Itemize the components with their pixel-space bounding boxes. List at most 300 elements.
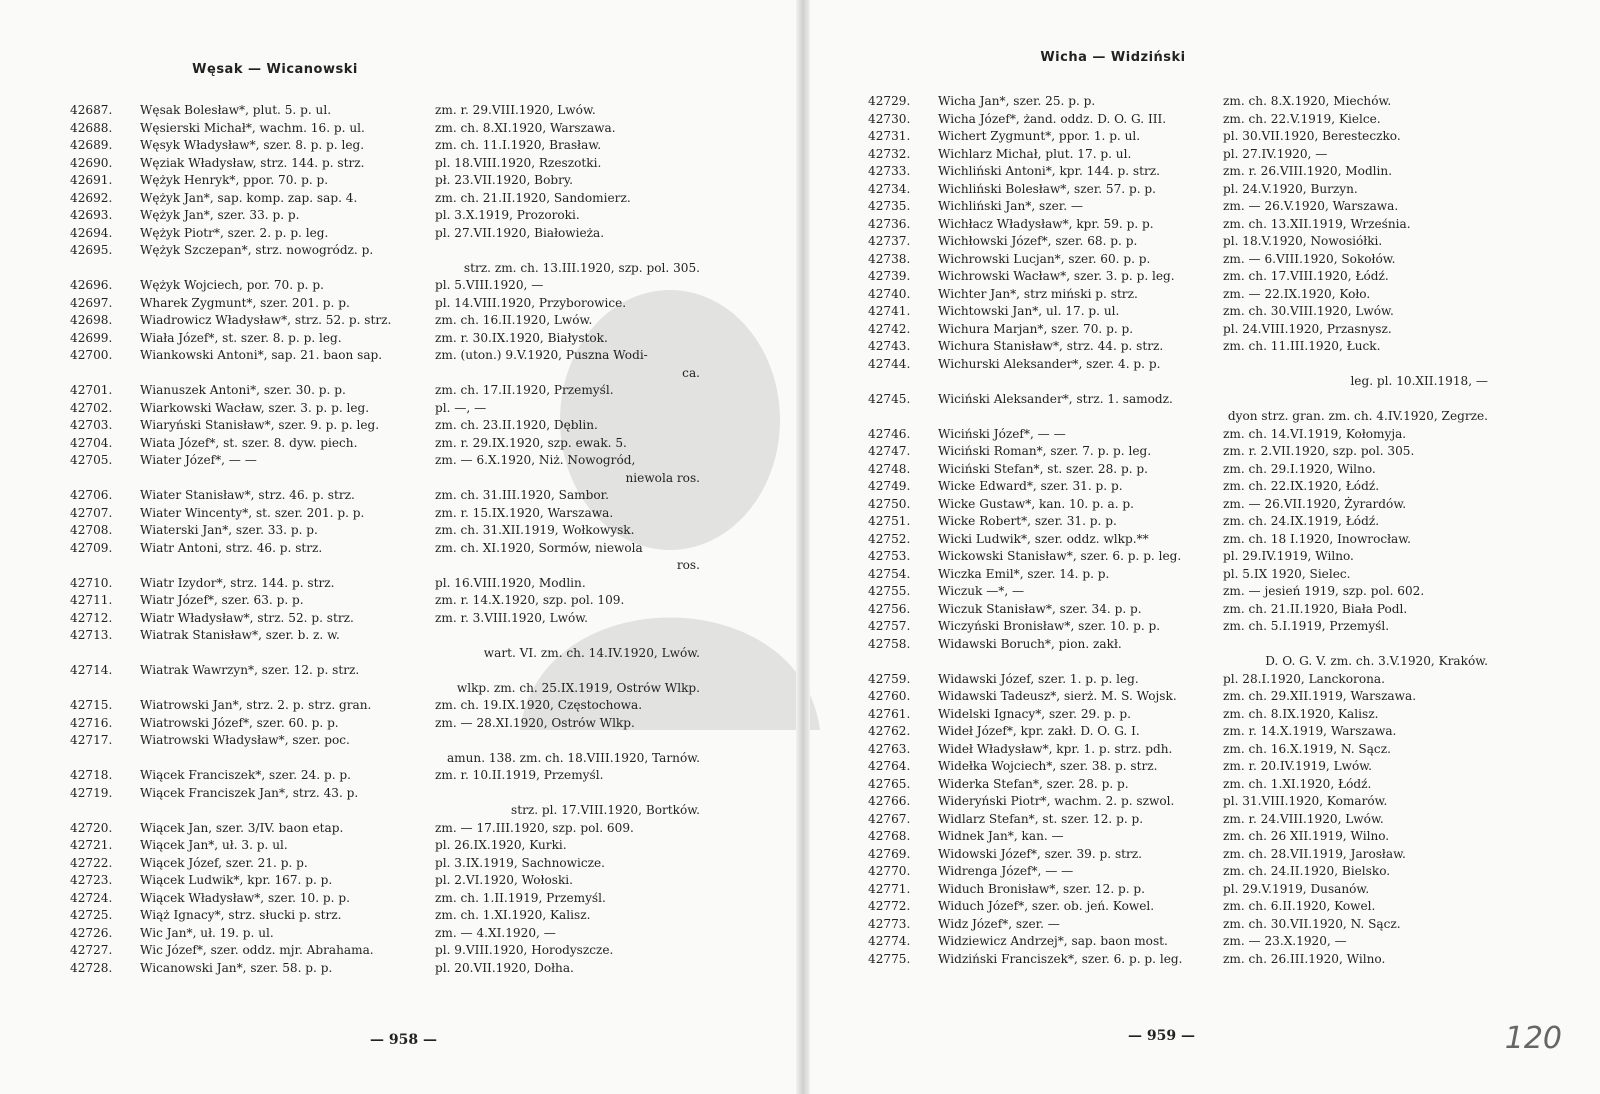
entry-death-record: zm. ch. 17.II.1920, Przemyśl.: [435, 383, 614, 397]
entry-name: Węsyk Władysław*, szer. 8. p. p. leg.: [140, 138, 365, 152]
register-entry: [70, 452, 720, 487]
entry-name: Widawski Tadeusz*, sierż. M. S. Wojsk.: [938, 689, 1177, 703]
entry-number: 42731.: [868, 129, 911, 143]
entry-death-record: pl. 30.VII.1920, Beresteczko.: [1223, 129, 1401, 143]
register-entry: [70, 872, 720, 890]
entry-number: 42745.: [868, 391, 911, 406]
entry-number: 42712.: [70, 610, 113, 625]
register-entry: [70, 942, 720, 960]
entry-number: 42708.: [70, 523, 113, 537]
register-entry: [868, 93, 1548, 111]
entry-name: Widowski Józef*, szer. 39. p. strz.: [938, 846, 1143, 861]
entry-number: 42706.: [70, 488, 113, 502]
entry-name: Wężyk Piotr*, szer. 2. p. p. leg.: [140, 225, 329, 240]
register-entry: [70, 242, 720, 277]
entry-death-record: zm. ch. 11.I.1920, Brasław.: [435, 138, 602, 152]
register-entry: [70, 575, 720, 593]
entry-number: 42760.: [868, 689, 911, 703]
entry-death-record: zm. r. 26.VIII.1920, Modlin.: [1223, 164, 1393, 178]
register-entry: [70, 295, 720, 313]
entry-name: Wiciński Roman*, szer. 7. p. p. leg.: [938, 444, 1152, 458]
entry-name: Wiatrowski Józef*, szer. 60. p. p.: [140, 715, 339, 730]
entry-death-record: zm. ch. 26 XII.1919, Wilno.: [1223, 829, 1390, 843]
entry-number: 42770.: [868, 864, 911, 878]
entry-name: Wiatr Józef*, szer. 63. p. p.: [140, 593, 304, 607]
entry-name: Wiatrowski Władysław*, szer. poc.: [140, 733, 350, 747]
entry-name: Wiata Józef*, st. szer. 8. dyw. piech.: [140, 435, 358, 450]
entry-number: 42729.: [868, 94, 911, 108]
entry-death-record: zm. r. 29.VIII.1920, Lwów.: [435, 103, 596, 117]
entry-number: 42742.: [868, 321, 911, 336]
entry-name: Wiatr Antoni, strz. 46. p. strz.: [140, 540, 323, 555]
entry-number: 42696.: [70, 278, 113, 292]
register-entry: [70, 715, 720, 733]
entry-continuation: strz. zm. ch. 13.III.1920, szp. pol. 305.: [463, 260, 700, 275]
entry-number: 42755.: [868, 584, 911, 598]
entry-number: 42716.: [70, 715, 113, 730]
entry-number: 42738.: [868, 251, 911, 266]
entry-name: Wiaterski Jan*, szer. 33. p. p.: [140, 523, 318, 537]
register-entry: [868, 496, 1548, 514]
entry-death-record: zm. ch. 26.III.1920, Wilno.: [1223, 951, 1386, 966]
entry-name: Widuch Józef*, szer. ob. jeń. Kowel.: [938, 899, 1155, 913]
entry-name: Widuch Bronisław*, szer. 12. p. p.: [938, 881, 1146, 896]
entry-number: 42694.: [70, 225, 113, 240]
entry-death-record: pl. 24.V.1920, Burzyn.: [1223, 181, 1358, 196]
entry-number: 42751.: [868, 514, 911, 528]
entry-number: 42690.: [70, 155, 113, 170]
register-entry: [868, 233, 1548, 251]
entry-name: Wężyk Jan*, sap. komp. zap. sap. 4.: [140, 190, 358, 205]
entry-number: 42740.: [868, 286, 911, 301]
entry-number: 42714.: [70, 663, 113, 677]
register-entry: [868, 601, 1548, 619]
entry-death-record: pl. 5.IX 1920, Sielec.: [1223, 566, 1351, 581]
entry-number: 42734.: [868, 181, 911, 196]
entry-death-record: zm. r. 20.IV.1919, Lwów.: [1223, 759, 1373, 773]
entry-death-record: zm. ch. XI.1920, Sormów, niewola: [435, 540, 643, 555]
entry-name: Widrenga Józef*, — —: [938, 864, 1074, 878]
entry-name: Wichłacz Władysław*, kpr. 59. p. p.: [938, 216, 1154, 231]
entry-name: Wichurski Aleksander*, szer. 4. p. p.: [938, 356, 1161, 371]
entry-name: Wic Jan*, uł. 19. p. ul.: [140, 925, 274, 940]
register-entry: [868, 881, 1548, 899]
entry-name: Wężyk Jan*, szer. 33. p. p.: [140, 208, 300, 222]
entry-name: Wężyk Szczepan*, strz. nowogródz. p.: [140, 243, 374, 257]
register-entry: [868, 216, 1548, 234]
entry-name: Wiącek Józef, szer. 21. p. p.: [140, 855, 308, 870]
entry-number: 42722.: [70, 855, 113, 870]
entry-number: 42741.: [868, 304, 911, 318]
entry-name: Wichert Zygmunt*, ppor. 1. p. ul.: [938, 129, 1141, 143]
entry-name: Widnek Jan*, kan. —: [938, 829, 1064, 843]
entry-death-record: pl. 16.VIII.1920, Modlin.: [435, 575, 586, 590]
entry-name: Wiącek Franciszek Jan*, strz. 43. p.: [140, 785, 359, 800]
entry-number: 42762.: [868, 724, 911, 738]
entry-name: Wicki Ludwik*, szer. oddz. wlkp.**: [938, 531, 1149, 546]
left-page-number: — 958 —: [370, 1032, 437, 1048]
entry-number: 42691.: [70, 173, 113, 187]
register-entry: [868, 531, 1548, 549]
entry-death-record: pł. 23.VII.1920, Bobry.: [435, 173, 573, 187]
entry-number: 42688.: [70, 120, 113, 135]
entry-death-record: zm. ch. 17.VIII.1920, Łódź.: [1223, 269, 1389, 283]
entry-name: Wężyk Wojciech, por. 70. p. p.: [140, 278, 324, 292]
entry-name: Wiczuk Stanisław*, szer. 34. p. p.: [938, 601, 1142, 616]
entry-name: Wicke Edward*, szer. 31. p. p.: [938, 479, 1123, 493]
register-entry: [70, 172, 720, 190]
right-running-head: Wicha — Widziński: [1040, 50, 1186, 65]
entry-name: Widziewicz Andrzej*, sap. baon most.: [938, 934, 1168, 948]
entry-death-record: zm. ch. 21.II.1920, Biała Podl.: [1223, 601, 1408, 616]
register-entry: [70, 505, 720, 523]
entry-name: Wiater Józef*, — —: [140, 453, 257, 467]
entry-name: Wiczyński Bronisław*, szer. 10. p. p.: [938, 619, 1161, 633]
register-entry: [70, 540, 720, 575]
entry-death-record: pl. 24.VIII.1920, Przasnysz.: [1223, 321, 1392, 336]
entry-death-record: zm. ch. 24.IX.1919, Łódź.: [1223, 514, 1380, 528]
register-entry: [868, 163, 1548, 181]
entry-death-record: zm. ch. 30.VII.1920, N. Sącz.: [1223, 916, 1401, 931]
entry-death-record: zm. ch. 16.II.1920, Lwów.: [435, 313, 593, 327]
entry-death-record: zm. ch. 8.X.1920, Miechów.: [1223, 94, 1392, 108]
entry-death-record: zm. — 26.VII.1920, Żyrardów.: [1223, 496, 1407, 511]
entry-continuation: amun. 138. zm. ch. 18.VIII.1920, Tarnów.: [446, 750, 700, 765]
entry-number: 42773.: [868, 916, 911, 931]
entry-name: Widelski Ignacy*, szer. 29. p. p.: [938, 706, 1131, 721]
entry-name: Wiaryński Stanisław*, szer. 9. p. p. leg.: [140, 418, 380, 432]
register-entry: [70, 190, 720, 208]
entry-death-record: zm. — 22.IX.1920, Koło.: [1223, 286, 1371, 301]
entry-name: Wiatr Władysław*, strz. 52. p. strz.: [140, 610, 354, 625]
entry-number: 42765.: [868, 776, 911, 791]
entry-number: 42702.: [70, 400, 113, 415]
right-entry-list: [868, 93, 1548, 968]
register-entry: [868, 706, 1548, 724]
register-entry: [70, 155, 720, 173]
register-entry: [868, 426, 1548, 444]
entry-death-record: zm. r. 24.VIII.1920, Lwów.: [1223, 811, 1384, 826]
entry-death-record: zm. ch. 30.VIII.1920, Lwów.: [1223, 304, 1394, 318]
entry-death-record: zm. ch. 14.VI.1919, Kołomyja.: [1223, 426, 1407, 441]
entry-number: 42701.: [70, 383, 113, 397]
entry-number: 42720.: [70, 820, 113, 835]
entry-name: Wiącek Jan*, uł. 3. p. ul.: [140, 838, 288, 852]
entry-death-record: zm. r. 30.IX.1920, Białystok.: [435, 330, 608, 345]
register-entry: [868, 776, 1548, 794]
entry-number: 42730.: [868, 111, 911, 126]
register-entry: [70, 890, 720, 908]
register-entry: [70, 767, 720, 785]
entry-number: 42761.: [868, 706, 911, 721]
register-entry: [70, 137, 720, 155]
entry-death-record: zm. ch. 6.II.1920, Kowel.: [1223, 899, 1376, 913]
register-entry: [70, 907, 720, 925]
register-entry: [868, 583, 1548, 601]
entry-number: 42768.: [868, 829, 911, 843]
register-entry: [868, 198, 1548, 216]
register-entry: [868, 111, 1548, 129]
entry-number: 42748.: [868, 461, 911, 476]
register-entry: [70, 610, 720, 628]
entry-name: Wichrowski Wacław*, szer. 3. p. p. leg.: [938, 269, 1175, 283]
entry-name: Wiarkowski Wacław, szer. 3. p. p. leg.: [140, 400, 370, 415]
entry-name: Wiatr Izydor*, strz. 144. p. strz.: [140, 575, 335, 590]
entry-death-record: zm. — 28.XI.1920, Ostrów Wlkp.: [435, 715, 635, 730]
entry-name: Węsak Bolesław*, plut. 5. p. ul.: [140, 103, 332, 117]
entry-death-record: zm. r. 14.X.1920, szp. pol. 109.: [435, 593, 625, 607]
entry-number: 42704.: [70, 435, 113, 450]
entry-number: 42710.: [70, 575, 113, 590]
register-entry: [868, 566, 1548, 584]
entry-number: 42726.: [70, 925, 113, 940]
entry-name: Wicha Jan*, szer. 25. p. p.: [938, 94, 1096, 108]
entry-continuation: wart. VI. zm. ch. 14.IV.1920, Lwów.: [483, 645, 700, 660]
entry-name: Wężyk Henryk*, ppor. 70. p. p.: [140, 173, 329, 187]
register-entry: [70, 382, 720, 400]
register-entry: [868, 181, 1548, 199]
register-entry: [70, 732, 720, 767]
entry-number: 42699.: [70, 330, 113, 345]
register-entry: [868, 251, 1548, 269]
entry-number: 42767.: [868, 811, 911, 826]
entry-death-record: zm. — 6.X.1920, Niż. Nowogród,: [435, 453, 636, 467]
entry-name: Widerka Stefan*, szer. 28. p. p.: [938, 776, 1129, 791]
register-entry: [868, 898, 1548, 916]
entry-name: Wiącek Franciszek*, szer. 24. p. p.: [140, 768, 351, 782]
entry-name: Wic Józef*, szer. oddz. mjr. Abrahama.: [140, 943, 374, 957]
register-entry: [70, 925, 720, 943]
entry-death-record: pl. 27.IV.1920, —: [1223, 146, 1328, 161]
register-entry: [868, 268, 1548, 286]
entry-name: Wiadrowicz Władysław*, strz. 52. p. strz.: [140, 313, 392, 327]
register-entry: [868, 671, 1548, 689]
entry-number: 42687.: [70, 103, 113, 117]
entry-number: 42711.: [70, 593, 113, 607]
entry-death-record: zm. ch. 22.V.1919, Kielce.: [1223, 111, 1381, 126]
entry-number: 42689.: [70, 138, 113, 152]
entry-death-record: zm. ch. 28.VII.1919, Jarosław.: [1223, 846, 1406, 861]
entry-name: Wichlarz Michał, plut. 17. p. ul.: [938, 146, 1132, 161]
entry-number: 42698.: [70, 313, 113, 327]
entry-death-record: pl. 29.V.1919, Dusanów.: [1223, 881, 1370, 896]
entry-name: Widziński Franciszek*, szer. 6. p. p. leg.: [938, 951, 1183, 966]
entry-number: 42769.: [868, 846, 911, 861]
entry-death-record: zm. r. 29.IX.1920, szp. ewak. 5.: [435, 435, 627, 450]
entry-death-record: zm. ch. 31.III.1920, Sambor.: [435, 488, 609, 502]
entry-number: 42713.: [70, 628, 113, 642]
entry-number: 42737.: [868, 234, 911, 248]
entry-number: 42718.: [70, 768, 113, 782]
register-entry: [70, 697, 720, 715]
entry-death-record: zm. ch. 31.XII.1919, Wołkowysk.: [435, 523, 635, 537]
entry-number: 42725.: [70, 908, 113, 922]
entry-name: Wiała Józef*, st. szer. 8. p. p. leg.: [140, 330, 342, 345]
entry-name: Widawski Boruch*, pion. zakł.: [938, 636, 1122, 651]
entry-number: 42763.: [868, 741, 911, 756]
register-entry: [70, 820, 720, 838]
entry-death-record: zm. — 17.III.1920, szp. pol. 609.: [435, 820, 634, 835]
entry-name: Wichrowski Lucjan*, szer. 60. p. p.: [938, 251, 1151, 266]
entry-number: 42692.: [70, 190, 113, 205]
register-entry: [868, 793, 1548, 811]
entry-death-record: pl. 26.IX.1920, Kurki.: [435, 838, 567, 852]
entry-death-record: pl. 14.VIII.1920, Przyborowice.: [435, 295, 627, 310]
entry-continuation: wlkp. zm. ch. 25.IX.1919, Ostrów Wlkp.: [456, 680, 700, 695]
left-page: [70, 0, 720, 1094]
entry-name: Wichliński Antoni*, kpr. 144. p. strz.: [938, 164, 1160, 178]
register-entry: [70, 627, 720, 662]
entry-name: Wideł Józef*, kpr. zakł. D. O. G. I.: [938, 724, 1140, 738]
register-entry: [868, 356, 1548, 391]
entry-continuation: dyon strz. gran. zm. ch. 4.IV.1920, Zegrze.: [1227, 409, 1488, 423]
entry-death-record: zm. — 26.V.1920, Warszawa.: [1223, 199, 1399, 213]
entry-name: Wideł Władysław*, kpr. 1. p. strz. pdh.: [938, 741, 1173, 756]
register-entry: [868, 461, 1548, 479]
entry-name: Wiącek Ludwik*, kpr. 167. p. p.: [140, 873, 333, 887]
register-entry: [868, 933, 1548, 951]
entry-death-record: zm. ch. 22.IX.1920, Łódź.: [1223, 479, 1380, 493]
left-entry-list: [70, 102, 720, 977]
entry-number: 42743.: [868, 339, 911, 353]
entry-death-record: zm. r. 3.VIII.1920, Lwów.: [435, 610, 589, 625]
entry-number: 42766.: [868, 794, 911, 808]
entry-number: 42756.: [868, 601, 911, 616]
entry-number: 42759.: [868, 671, 911, 686]
entry-death-record: zm. ch. 29.XII.1919, Warszawa.: [1223, 689, 1417, 703]
entry-name: Widlarz Stefan*, st. szer. 12. p. p.: [938, 811, 1144, 826]
entry-death-record: pl. 18.V.1920, Nowosiółki.: [1223, 234, 1383, 248]
register-entry: [70, 592, 720, 610]
entry-death-record: zm. ch. 11.III.1920, Łuck.: [1223, 339, 1381, 353]
entry-number: 42717.: [70, 733, 113, 747]
entry-number: 42775.: [868, 951, 911, 966]
entry-name: Widawski Józef, szer. 1. p. p. leg.: [938, 671, 1139, 686]
entry-name: Wiczuk —*, —: [938, 584, 1025, 598]
entry-name: Wichura Stanisław*, strz. 44. p. strz.: [938, 339, 1164, 353]
entry-death-record: zm. ch. 1.XI.1920, Kalisz.: [435, 908, 591, 922]
entry-number: 42764.: [868, 759, 911, 773]
register-entry: [868, 513, 1548, 531]
register-entry: [868, 846, 1548, 864]
entry-name: Węziak Władysław, strz. 144. p. strz.: [140, 155, 365, 170]
entry-death-record: zm. ch. 1.II.1919, Przemyśl.: [435, 890, 606, 905]
register-entry: [70, 435, 720, 453]
entry-number: 42757.: [868, 619, 911, 633]
entry-name: Wiczka Emil*, szer. 14. p. p.: [938, 566, 1110, 581]
register-entry: [868, 636, 1548, 671]
entry-name: Wicanowski Jan*, szer. 58. p. p.: [140, 960, 333, 975]
entry-number: 42695.: [70, 243, 113, 257]
entry-name: Wiciński Aleksander*, strz. 1. samodz.: [938, 391, 1173, 406]
entry-death-record: pl. 27.VII.1920, Białowieża.: [435, 225, 605, 240]
entry-name: Wharek Zygmunt*, szer. 201. p. p.: [140, 295, 350, 310]
entry-name: Wiąż Ignacy*, strz. słucki p. strz.: [140, 908, 342, 922]
entry-death-record: pl. 31.VIII.1920, Komarów.: [1223, 794, 1388, 808]
entry-death-record: pl. 3.X.1919, Prozoroki.: [435, 208, 580, 222]
entry-death-record: zm. r. 10.II.1919, Przemyśl.: [435, 768, 604, 782]
entry-death-record: zm. ch. 5.I.1919, Przemyśl.: [1223, 619, 1390, 633]
register-entry: [868, 916, 1548, 934]
entry-name: Wideryński Piotr*, wachm. 2. p. szwol.: [938, 794, 1175, 808]
entry-name: Wiącek Władysław*, szer. 10. p. p.: [140, 890, 350, 905]
entry-number: 42719.: [70, 785, 113, 800]
entry-number: 42705.: [70, 453, 113, 467]
entry-name: Wiankowski Antoni*, sap. 21. baon sap.: [140, 348, 383, 362]
entry-name: Widz Józef*, szer. —: [938, 916, 1060, 931]
register-entry: [70, 785, 720, 820]
register-entry: [868, 828, 1548, 846]
entry-number: 42732.: [868, 146, 911, 161]
entry-number: 42747.: [868, 444, 911, 458]
entry-name: Wiciński Józef*, — —: [938, 426, 1066, 441]
entry-death-record: zm. ch. 24.II.1920, Bielsko.: [1223, 864, 1391, 878]
register-entry: [868, 128, 1548, 146]
entry-death-record: zm. ch. 13.XII.1919, Września.: [1223, 216, 1411, 231]
entry-number: 42703.: [70, 418, 113, 432]
entry-name: Wiatrowski Jan*, strz. 2. p. strz. gran.: [140, 698, 372, 712]
right-page-number: — 959 —: [1128, 1028, 1195, 1044]
register-entry: [70, 417, 720, 435]
entry-number: 42749.: [868, 479, 911, 493]
entry-name: Wickowski Stanisław*, szer. 6. p. p. leg.: [938, 549, 1182, 563]
entry-name: Wicke Robert*, szer. 31. p. p.: [938, 514, 1117, 528]
register-entry: [868, 286, 1548, 304]
register-entry: [70, 662, 720, 697]
register-entry: [70, 120, 720, 138]
entry-number: 42707.: [70, 505, 113, 520]
entry-name: Wichliński Bolesław*, szer. 57. p. p.: [938, 181, 1157, 196]
register-entry: [868, 741, 1548, 759]
register-entry: [868, 391, 1548, 426]
register-entry: [70, 207, 720, 225]
entry-name: Węsierski Michał*, wachm. 16. p. ul.: [140, 120, 365, 135]
entry-death-record: zm. — jesień 1919, szp. pol. 602.: [1223, 584, 1425, 598]
entry-number: 42752.: [868, 531, 911, 546]
entry-death-record: zm. (uton.) 9.V.1920, Puszna Wodi-: [435, 348, 648, 362]
entry-death-record: zm. — 6.VIII.1920, Sokołów.: [1223, 251, 1396, 266]
entry-number: 42746.: [868, 426, 911, 441]
entry-death-record: zm. r. 14.X.1919, Warszawa.: [1223, 724, 1397, 738]
entry-number: 42772.: [868, 899, 911, 913]
entry-death-record: pl. 9.VIII.1920, Horodyszcze.: [435, 943, 614, 957]
entry-number: 42721.: [70, 838, 113, 852]
entry-death-record: pl. 5.VIII.1920, —: [435, 278, 544, 292]
entry-death-record: pl. 20.VII.1920, Dołha.: [435, 960, 574, 975]
entry-number: 42750.: [868, 496, 911, 511]
entry-name: Wiater Wincenty*, st. szer. 201. p. p.: [140, 505, 365, 520]
entry-number: 42753.: [868, 549, 911, 563]
entry-name: Wicha Józef*, żand. oddz. D. O. G. III.: [938, 111, 1167, 126]
entry-death-record: pl. 3.IX.1919, Sachnowicze.: [435, 855, 606, 870]
entry-continuation: ca.: [682, 365, 700, 380]
entry-death-record: zm. — 4.XI.1920, —: [435, 925, 556, 940]
entry-name: Wicke Gustaw*, kan. 10. p. a. p.: [938, 496, 1135, 511]
register-entry: [868, 321, 1548, 339]
register-entry: [868, 688, 1548, 706]
register-entry: [70, 330, 720, 348]
entry-number: 42693.: [70, 208, 113, 222]
entry-number: 42727.: [70, 943, 113, 957]
register-entry: [70, 312, 720, 330]
register-entry: [70, 102, 720, 120]
entry-death-record: zm. — 23.X.1920, —: [1223, 934, 1347, 948]
entry-number: 42771.: [868, 881, 911, 896]
register-entry: [70, 855, 720, 873]
entry-death-record: pl. 2.VI.1920, Wołoski.: [435, 873, 573, 887]
entry-death-record: zm. ch. 18 I.1920, Inowrocław.: [1223, 531, 1412, 546]
register-entry: [868, 338, 1548, 356]
